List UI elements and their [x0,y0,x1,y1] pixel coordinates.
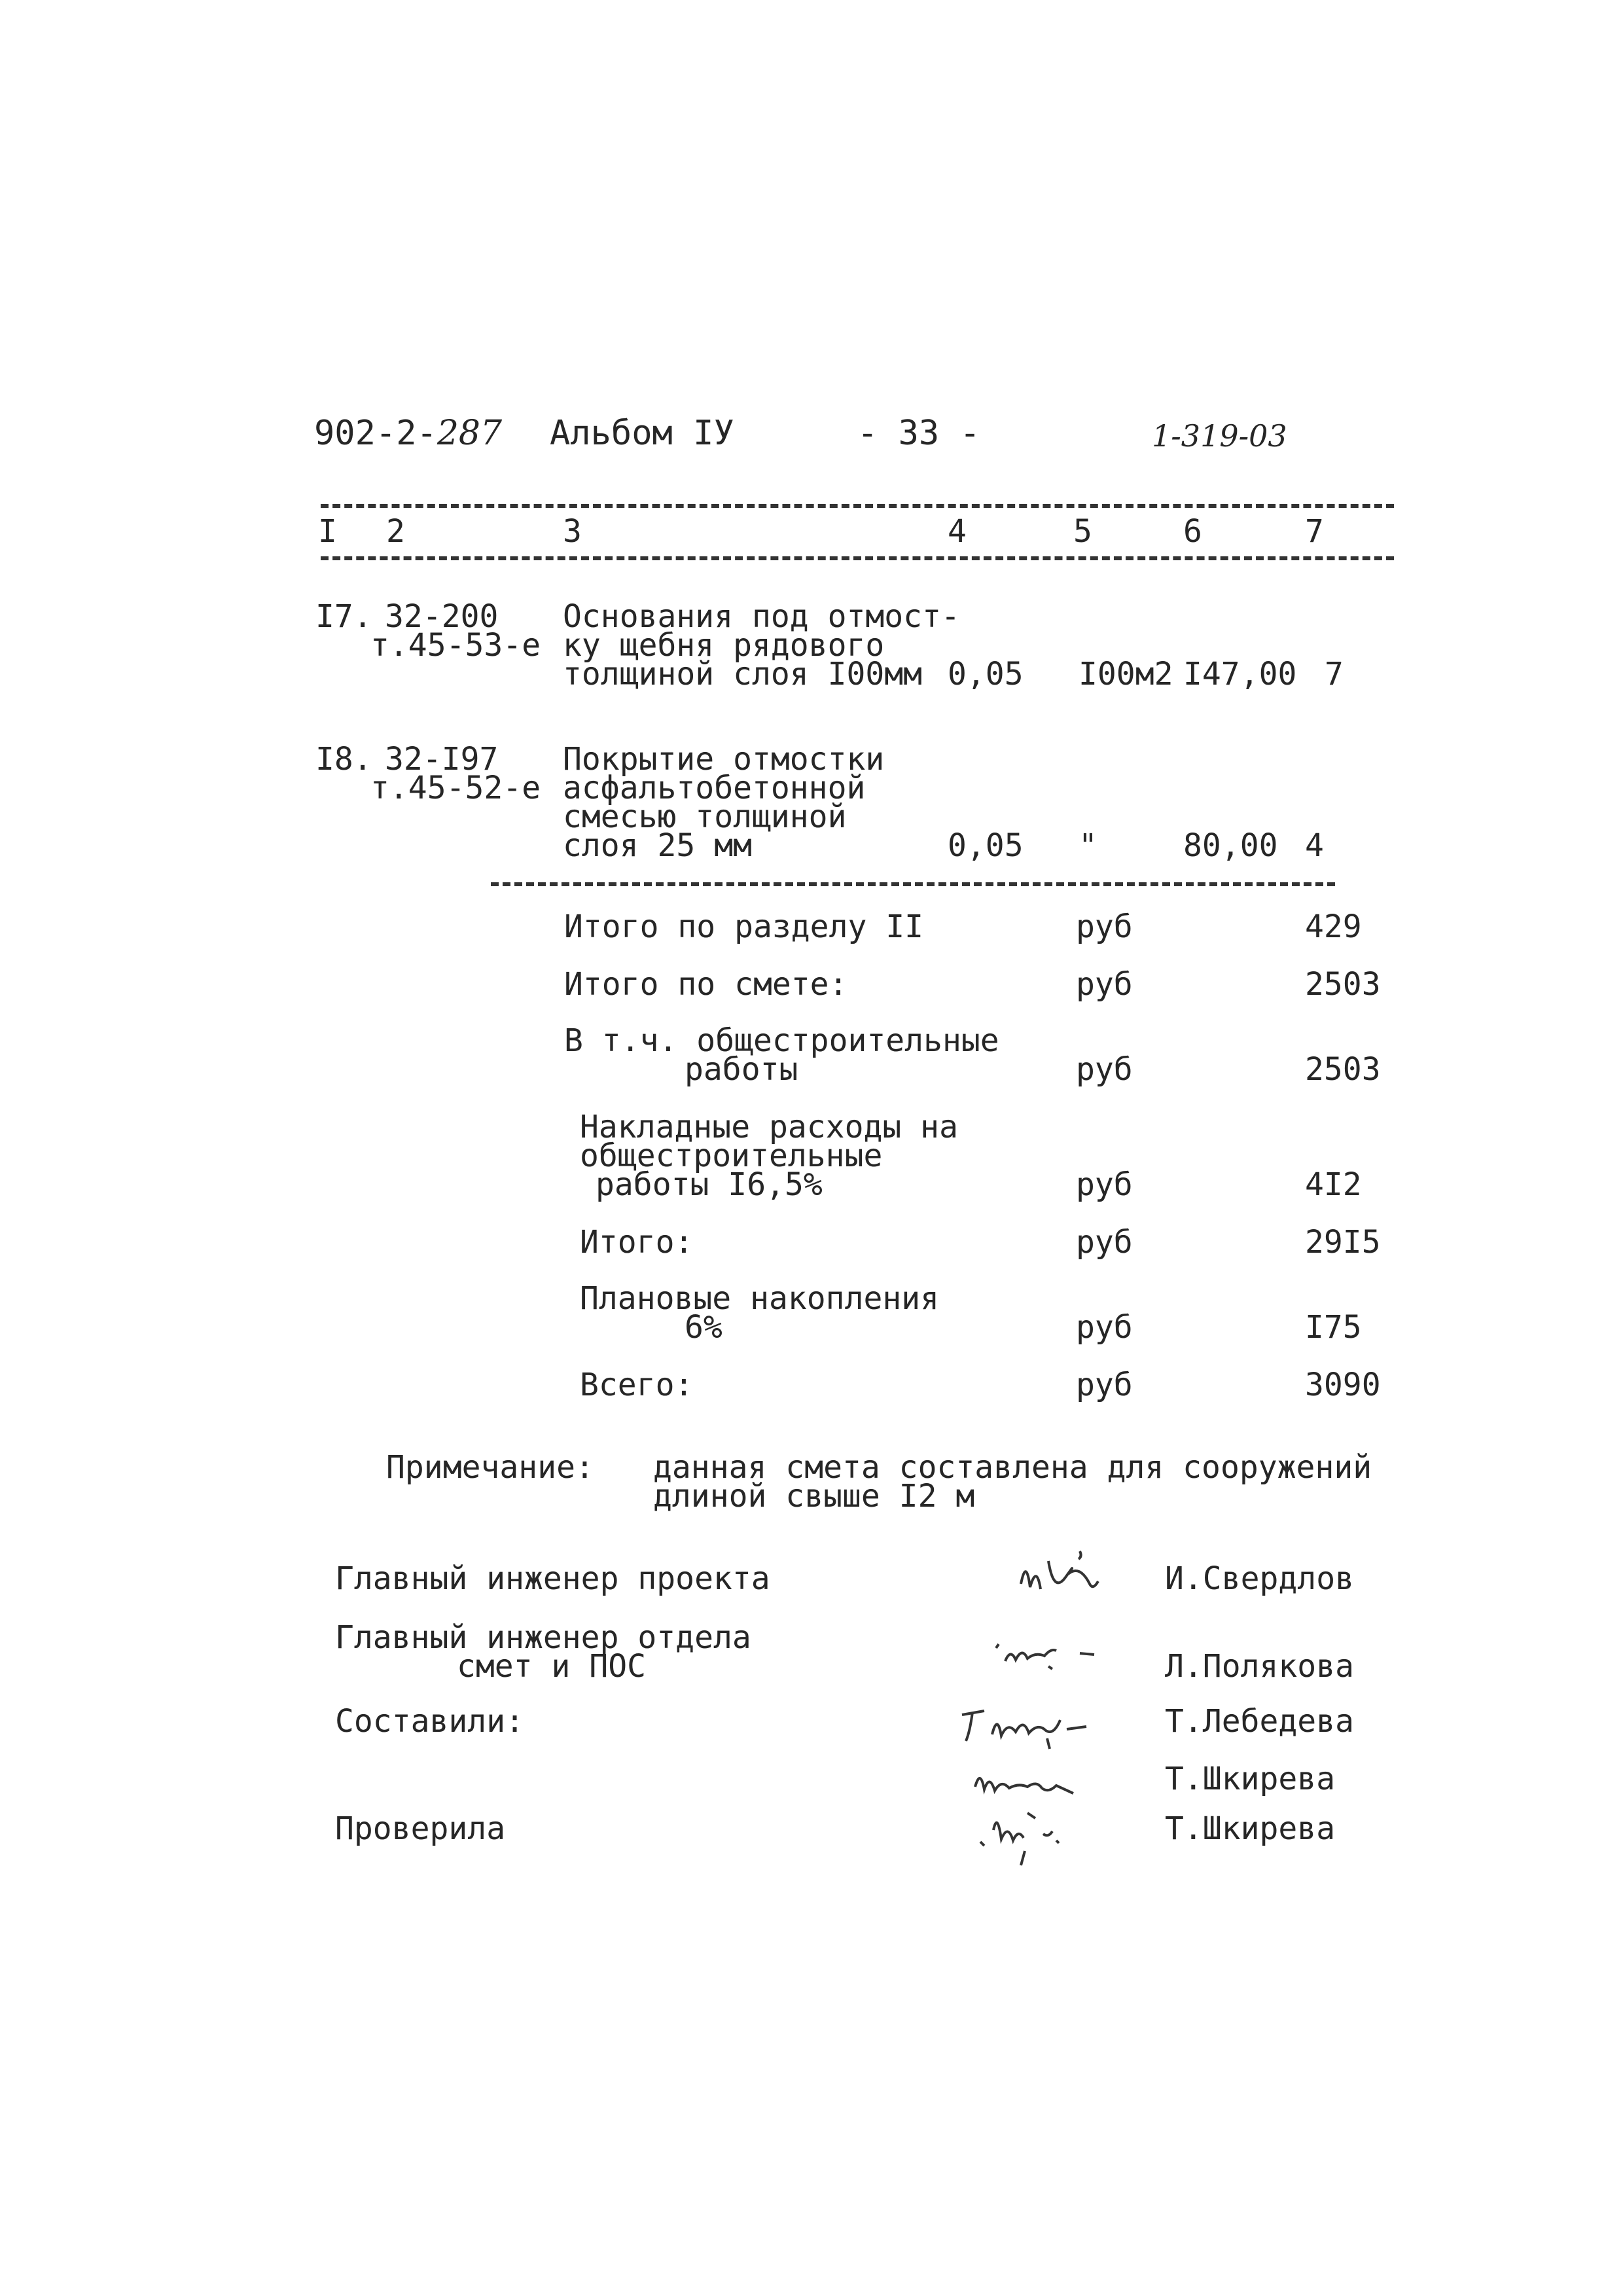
summary-value: 429 [1305,908,1362,945]
summary-label: Итого: [580,1224,694,1261]
row-desc-line: асфальтобетонной [563,770,866,806]
signature-name: Т.Лебедева [1165,1703,1354,1740]
note-text-line: длиной свыше I2 м [653,1478,975,1515]
summary-label: работы I6,5% [596,1166,823,1203]
page-number: - 33 - [857,414,980,453]
row-desc-line: Основания под отмост- [563,598,960,635]
summary-unit: руб [1076,966,1133,1003]
summary-unit: руб [1076,1224,1133,1261]
row-desc-line: слоя 25 мм [563,827,752,864]
note-text-line: данная смета составлена для сооружений [653,1449,1372,1486]
summary-label: Плановые накопления [580,1280,940,1317]
row-ref: т.45-52-е [370,770,541,806]
summary-unit: руб [1076,1367,1133,1403]
summary-value: 4I2 [1305,1166,1362,1203]
col-header-5: 5 [1073,513,1092,550]
table-top-rule [321,504,1394,508]
signature-name: Т.Шкирева [1165,1761,1336,1797]
signature-scribble [969,1754,1099,1806]
summary-value: 2503 [1305,1051,1381,1088]
album-label: Альбом IУ [550,414,734,453]
summary-label: Накладные расходы на [580,1109,958,1145]
signature-role: Главный инженер проекта [335,1560,770,1597]
row-unit: " [1079,827,1097,864]
col-header-2: 2 [386,513,405,550]
summary-value: 2503 [1305,966,1381,1003]
summary-value: 3090 [1305,1367,1381,1403]
subtotal-rule [491,882,1335,886]
row-qty: 0,05 [948,827,1024,864]
row-code: 32-I97 [385,741,499,778]
signature-scribble [988,1628,1119,1681]
signature-role: Главный инженер отдела [335,1619,751,1656]
signature-name: И.Свердлов [1165,1560,1354,1597]
doc-series [314,414,503,453]
summary-label: работы [685,1051,798,1088]
row-total: 7 [1325,656,1344,692]
row-unit: I00м2 [1079,656,1173,692]
row-desc-line: ку щебня рядового [563,627,885,664]
signature-role: смет и ПОС [457,1648,646,1685]
summary-label: В т.ч. общестроительные [564,1022,999,1059]
series-suffix: 287 [437,414,503,453]
signature-name: Т.Шкирева [1165,1810,1336,1847]
summary-unit: руб [1076,1166,1133,1203]
summary-unit: руб [1076,1051,1133,1088]
signature-scribble [975,1800,1106,1872]
summary-value: I75 [1305,1309,1362,1346]
summary-label: Всего: [580,1367,694,1403]
signature-name: Л.Полякова [1165,1648,1354,1685]
note-label: Примечание: [386,1449,594,1486]
col-header-3: 3 [563,513,582,550]
signature-role: Составили: [335,1703,524,1740]
summary-label: Итого по смете: [564,966,848,1003]
series-prefix: 902-2- [314,414,437,453]
summary-label: Итого по разделу II [564,908,924,945]
signature-role: Проверила [335,1810,506,1847]
row-price: I47,00 [1183,656,1297,692]
row-number: I8. [315,741,372,778]
row-number: I7. [315,598,372,635]
col-header-1: I [318,513,337,550]
summary-value: 29I5 [1305,1224,1381,1261]
summary-unit: руб [1076,1309,1133,1346]
row-ref: т.45-53-е [370,627,541,664]
row-price: 80,00 [1183,827,1278,864]
row-total: 4 [1305,827,1324,864]
col-header-4: 4 [948,513,967,550]
col-header-7: 7 [1305,513,1324,550]
row-desc-line: Покрытие отмостки [563,741,885,778]
signature-scribble [955,1695,1099,1754]
row-code: 32-200 [385,598,499,635]
col-header-6: 6 [1183,513,1202,550]
table-header-rule [321,556,1394,560]
doc-code: 1-319-03 [1152,418,1287,454]
signature-scribble [1014,1538,1119,1610]
row-desc-line: смесью толщиной [563,798,847,835]
summary-unit: руб [1076,908,1133,945]
summary-label: общестроительные [580,1138,883,1174]
row-qty: 0,05 [948,656,1024,692]
summary-label: 6% [685,1309,722,1346]
row-desc-line: толщиной слоя I00мм [563,656,923,692]
